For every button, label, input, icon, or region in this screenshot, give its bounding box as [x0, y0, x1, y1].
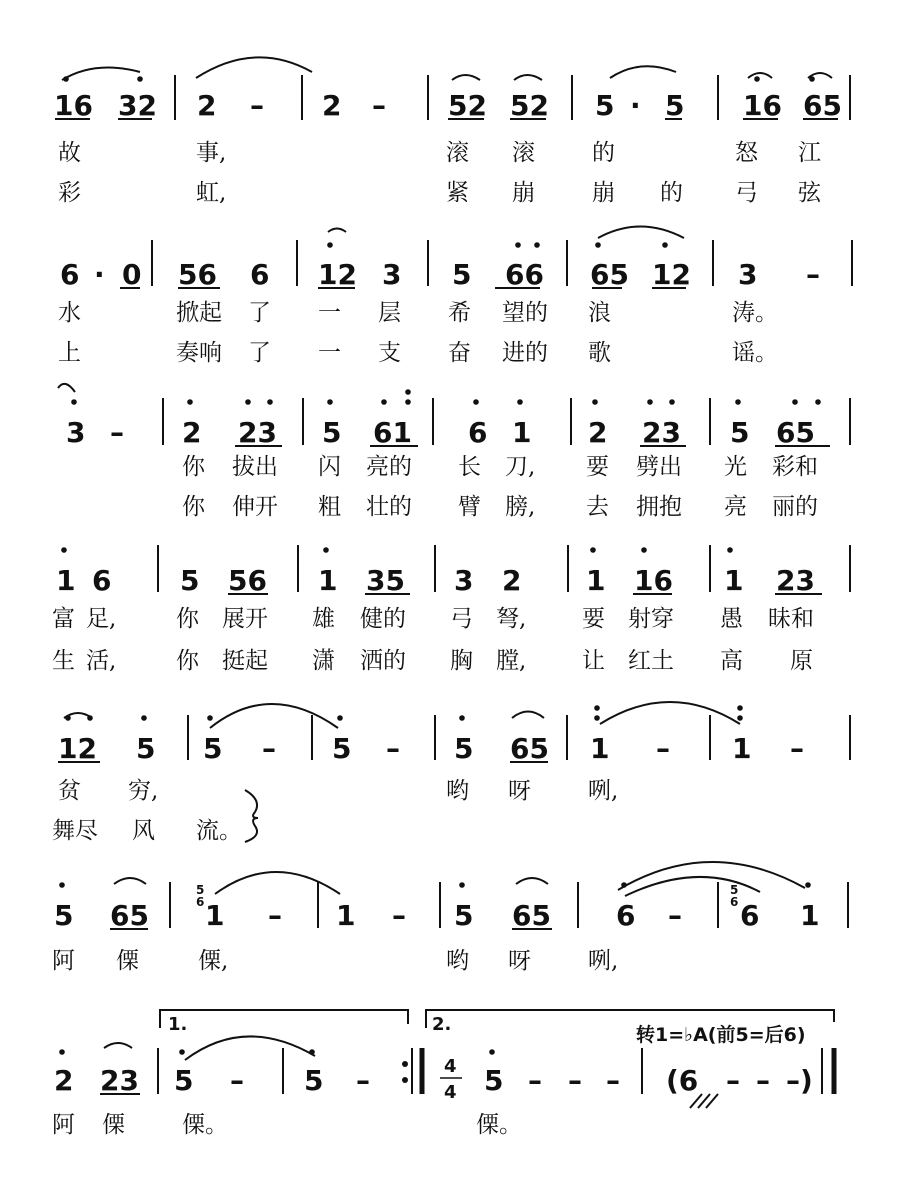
lyric: 彩和: [772, 454, 818, 480]
svg-text:5: 5: [174, 1064, 194, 1097]
lyric: 活,: [86, 648, 117, 674]
lyric: 进的: [502, 340, 548, 366]
lyric: 膀,: [505, 494, 536, 520]
lyric: 健的: [360, 606, 406, 632]
svg-text:–: –: [230, 1064, 244, 1097]
svg-text:–: –: [568, 1064, 582, 1097]
svg-text:5: 5: [730, 416, 750, 449]
time-signature-top: 4: [444, 1056, 457, 1077]
svg-text:3: 3: [382, 258, 402, 291]
lyric: 去: [586, 494, 609, 520]
lyric: 你: [182, 494, 205, 520]
lyric: 亮的: [366, 454, 412, 480]
lyric: 奋: [448, 340, 471, 366]
lyric: 浪: [588, 300, 611, 326]
svg-text:5: 5: [332, 732, 352, 765]
time-signature-bottom: 4: [444, 1082, 457, 1103]
svg-text:61: 61: [373, 416, 412, 449]
lyric: 富: [52, 606, 75, 632]
svg-text:3: 3: [454, 564, 474, 597]
lyric: 你: [176, 648, 199, 674]
svg-text:1: 1: [800, 899, 820, 932]
svg-text:–): –): [786, 1064, 813, 1097]
svg-text:2: 2: [322, 89, 342, 122]
lyric: 雄: [312, 606, 335, 632]
svg-text:65: 65: [803, 89, 842, 122]
lyric: 阿: [52, 1112, 75, 1138]
svg-text:12: 12: [58, 732, 97, 765]
svg-text:5: 5: [452, 258, 472, 291]
svg-text:16: 16: [634, 564, 673, 597]
lyric: 弩,: [496, 606, 527, 632]
svg-text:1: 1: [205, 899, 225, 932]
svg-text:1: 1: [586, 564, 606, 597]
lyric: 原: [790, 648, 813, 674]
svg-text:–: –: [606, 1064, 620, 1097]
svg-text:5: 5: [484, 1064, 504, 1097]
lyric: 弓: [735, 180, 758, 206]
lyric: 呀: [508, 948, 531, 974]
svg-text:5: 5: [454, 732, 474, 765]
svg-text:–: –: [790, 732, 804, 765]
svg-text:65: 65: [776, 416, 815, 449]
svg-text:–: –: [806, 258, 820, 291]
lyric: 崩: [512, 180, 535, 206]
lyric: 贫: [58, 778, 81, 804]
svg-text:6: 6: [740, 899, 760, 932]
svg-text:(6: (6: [666, 1064, 699, 1097]
lyric: 上: [58, 340, 81, 366]
lyric: 风: [132, 818, 155, 844]
svg-text:1: 1: [336, 899, 356, 932]
lyric: 亮: [724, 494, 747, 520]
lyric: 你: [176, 606, 199, 632]
svg-text:35: 35: [366, 564, 405, 597]
lyric: 奏响: [176, 340, 222, 366]
lyric: 阿: [52, 948, 75, 974]
lyric: 弓: [450, 606, 473, 632]
lyric: 丽的: [772, 494, 818, 520]
lyric: 傈。: [476, 1112, 522, 1138]
svg-text:23: 23: [100, 1064, 139, 1097]
lyric: 的: [592, 140, 615, 166]
lyric: 咧,: [588, 948, 619, 974]
lyric: 一: [318, 300, 341, 326]
lyric: 拔出: [232, 454, 278, 480]
lyric: 希: [448, 300, 471, 326]
svg-text:–: –: [110, 416, 124, 449]
svg-text:52: 52: [510, 89, 549, 122]
lyric: 足,: [86, 606, 117, 632]
svg-text:5: 5: [136, 732, 156, 765]
svg-text:–: –: [392, 899, 406, 932]
lyric: 虹,: [196, 180, 227, 206]
svg-text:5: 5: [595, 89, 615, 122]
svg-text:23: 23: [238, 416, 277, 449]
svg-text:·: ·: [94, 258, 105, 291]
lyric: 了: [248, 340, 271, 366]
lyric: 臂: [458, 494, 481, 520]
svg-text:32: 32: [118, 89, 157, 122]
lyric: 你: [182, 454, 205, 480]
lyric: 江: [798, 140, 821, 166]
svg-text:–: –: [656, 732, 670, 765]
lyric: 涛。: [732, 300, 778, 326]
svg-text:2: 2: [182, 416, 202, 449]
lyric: 滚: [446, 140, 469, 166]
lyric: 昧和: [768, 606, 814, 632]
volta-second-label: 2.: [432, 1014, 452, 1035]
lyric: 彩: [58, 180, 81, 206]
lyric: 崩: [592, 180, 615, 206]
lyric: 傈,: [198, 948, 229, 974]
lyric: 穷,: [128, 778, 159, 804]
lyric: 拥抱: [636, 494, 682, 520]
lyric: 挺起: [222, 648, 268, 674]
svg-text:5: 5: [54, 899, 74, 932]
lyric: 层: [378, 300, 401, 326]
lyric: 红土: [628, 648, 674, 674]
svg-text:5: 5: [196, 883, 205, 897]
lyric: 咧,: [588, 778, 619, 804]
svg-text:5: 5: [304, 1064, 324, 1097]
svg-text:16: 16: [54, 89, 93, 122]
svg-text:–: –: [668, 899, 682, 932]
lyric: 紧: [446, 180, 469, 206]
lyric: 生: [52, 648, 75, 674]
svg-text:1: 1: [318, 564, 338, 597]
svg-text:6: 6: [92, 564, 112, 597]
svg-text:16: 16: [743, 89, 782, 122]
svg-text:6: 6: [196, 895, 205, 909]
lyric: 潇: [312, 648, 335, 674]
svg-text:5: 5: [730, 883, 739, 897]
svg-text:·: ·: [630, 89, 641, 122]
svg-text:12: 12: [652, 258, 691, 291]
svg-text:6: 6: [730, 895, 739, 909]
svg-text:1: 1: [56, 564, 76, 597]
svg-text:–: –: [268, 899, 282, 932]
lyric: 刀,: [505, 454, 536, 480]
svg-text:3: 3: [66, 416, 86, 449]
lyric: 要: [582, 606, 605, 632]
lyric: 长: [458, 454, 481, 480]
lyric: 展开: [222, 606, 268, 632]
svg-text:2: 2: [588, 416, 608, 449]
lyric: 让: [582, 648, 605, 674]
lyric: 水: [58, 300, 81, 326]
lyric: 光: [724, 454, 747, 480]
svg-text:5: 5: [665, 89, 685, 122]
lyric: 愚: [720, 606, 743, 632]
svg-text:52: 52: [448, 89, 487, 122]
lyric: 支: [378, 340, 401, 366]
lyric: 望的: [502, 300, 548, 326]
lyric: 了: [248, 300, 271, 326]
lyric: 洒的: [360, 648, 406, 674]
svg-text:5: 5: [180, 564, 200, 597]
svg-text:56: 56: [178, 258, 217, 291]
lyric: 事,: [196, 140, 227, 166]
lyric: 射穿: [628, 606, 674, 632]
lyric: 伸开: [232, 494, 278, 520]
lyric: 一: [318, 340, 341, 366]
lyric: 滚: [512, 140, 535, 166]
svg-text:–: –: [756, 1064, 770, 1097]
svg-text:66: 66: [505, 258, 544, 291]
lyric: 傈: [116, 948, 139, 974]
lyric: 舞尽: [52, 818, 98, 844]
svg-text:65: 65: [590, 258, 629, 291]
lyric: 流。: [196, 818, 242, 844]
lyric: 哟: [446, 778, 469, 804]
lyric: 傈。: [182, 1112, 228, 1138]
lyric: 故: [58, 140, 81, 166]
lyric: 掀起: [176, 300, 222, 326]
lyric: 粗: [318, 494, 341, 520]
svg-text:12: 12: [318, 258, 357, 291]
svg-text:1: 1: [732, 732, 752, 765]
svg-text:3: 3: [738, 258, 758, 291]
lyric: 高: [720, 648, 743, 674]
svg-text:–: –: [726, 1064, 740, 1097]
svg-text:65: 65: [110, 899, 149, 932]
lyric: 的: [660, 180, 683, 206]
lyric: 胸: [450, 648, 473, 674]
svg-text:–: –: [262, 732, 276, 765]
svg-text:–: –: [372, 89, 386, 122]
svg-text:0: 0: [122, 258, 142, 291]
svg-text:–: –: [528, 1064, 542, 1097]
svg-text:–: –: [356, 1064, 370, 1097]
svg-text:6: 6: [250, 258, 270, 291]
lyric: 歌: [588, 340, 611, 366]
lyric: 呀: [508, 778, 531, 804]
svg-text:23: 23: [776, 564, 815, 597]
svg-text:6: 6: [60, 258, 80, 291]
svg-text:1: 1: [512, 416, 532, 449]
svg-text:65: 65: [512, 899, 551, 932]
lyric: 哟: [446, 948, 469, 974]
lyric: 膛,: [496, 648, 527, 674]
svg-text:–: –: [386, 732, 400, 765]
svg-text:23: 23: [642, 416, 681, 449]
svg-text:1: 1: [724, 564, 744, 597]
svg-text:1: 1: [590, 732, 610, 765]
svg-text:5: 5: [203, 732, 223, 765]
svg-text:2: 2: [502, 564, 522, 597]
key-change-label: 转1=♭A(前5=后6): [636, 1024, 806, 1046]
lyric: 怒: [735, 140, 758, 166]
svg-text:2: 2: [197, 89, 217, 122]
lyric: 弦: [798, 180, 821, 206]
svg-text:6: 6: [616, 899, 636, 932]
svg-text:6: 6: [468, 416, 488, 449]
lyric: 要: [586, 454, 609, 480]
lyric: 壮的: [366, 494, 412, 520]
svg-text:65: 65: [510, 732, 549, 765]
svg-text:–: –: [250, 89, 264, 122]
svg-text:5: 5: [322, 416, 342, 449]
lyric: 闪: [318, 454, 341, 480]
lyric: 劈出: [636, 454, 682, 480]
volta-first-label: 1.: [168, 1014, 188, 1035]
svg-text:2: 2: [54, 1064, 74, 1097]
svg-text:5: 5: [454, 899, 474, 932]
svg-text:56: 56: [228, 564, 267, 597]
lyric: 谣。: [732, 340, 778, 366]
lyric: 傈: [102, 1112, 125, 1138]
